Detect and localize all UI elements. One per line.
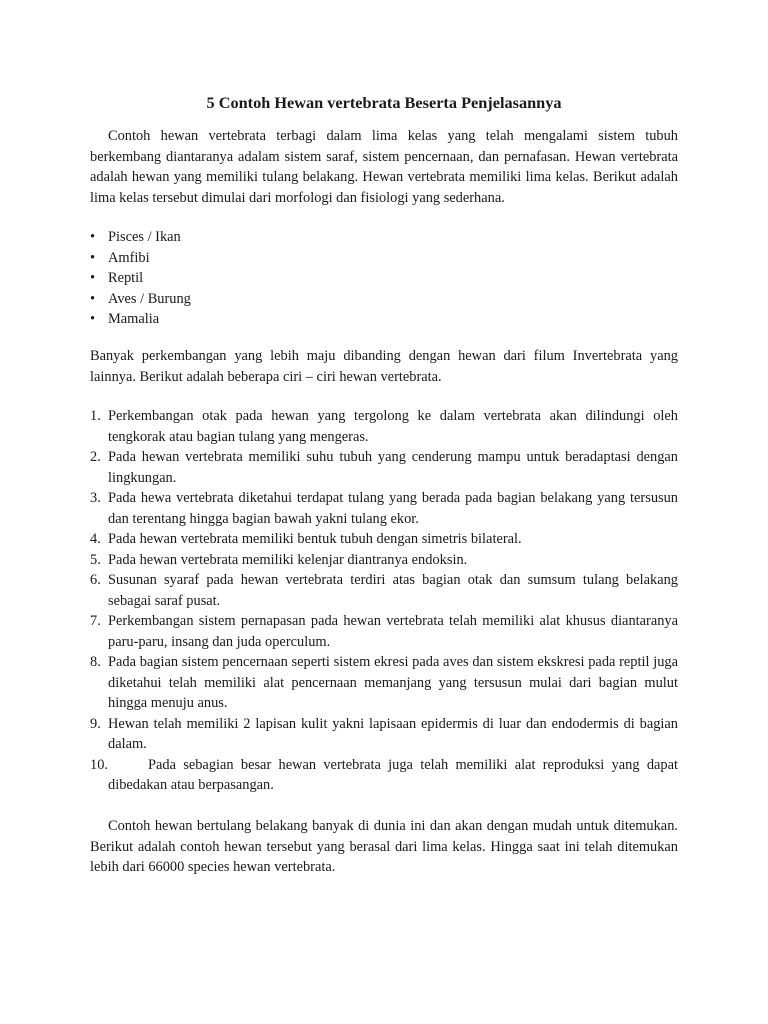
item-text: Susunan syaraf pada hewan vertebrata terdiri atas bagian otak dan sumsum tulang belakang sebagai saraf pusat. <box>108 572 678 609</box>
bullet-icon: • <box>90 229 96 245</box>
bullet-icon: • <box>90 249 96 266</box>
class-label: Amfibi <box>108 249 150 266</box>
list-item <box>90 488 678 529</box>
bullet-icon: • <box>90 290 96 307</box>
list-item <box>90 309 191 330</box>
item-number: 10. <box>90 756 108 773</box>
list-item <box>90 611 678 652</box>
list-item <box>90 268 191 289</box>
item-text: Pada hewan vertebrata memiliki bentuk tubuh dengan simetris bilateral. <box>108 531 522 547</box>
list-item <box>90 550 678 571</box>
item-number: 1. <box>90 408 101 424</box>
list-item <box>90 529 678 550</box>
item-text: Pada sebagian besar hewan vertebrata juga telah memiliki alat reproduksi yang dapat dibedakan atau berpasangan. <box>108 756 678 793</box>
list-item <box>90 652 678 714</box>
document-title: 5 Contoh Hewan vertebrata Beserta Penjelasannya <box>206 93 562 112</box>
item-text: Perkembangan otak pada hewan yang tergolong ke dalam vertebrata akan dilindungi oleh tengkorak atau bagian tulang yang mengeras. <box>108 408 678 445</box>
item-number: 7. <box>90 613 101 629</box>
item-number: 5. <box>90 551 101 568</box>
class-label: Mamalia <box>108 311 160 328</box>
closing-paragraph: Contoh hewan bertulang belakang banyak di dunia ini dan akan dengan mudah untuk ditemukan. Berikut adalah contoh hewan tersebut yang berasal dari lima kelas. Hingga saat ini telah ditemukan lebih dari 66000 species hewan vertebrata. <box>90 818 678 875</box>
item-text: Hewan telah memiliki 2 lapisan kulit yakni lapisaan epidermis di luar dan endodermis di bagian dalam. <box>108 715 678 752</box>
characteristics-intro-paragraph: Banyak perkembangan yang lebih maju dibanding dengan hewan dari filum Invertebrata yang lainnya. Berikut adalah beberapa ciri – ciri hewan vertebrata. <box>90 348 678 385</box>
list-item <box>90 570 678 611</box>
list-item <box>90 227 191 248</box>
list-item <box>90 406 678 447</box>
item-text: Perkembangan sistem pernapasan pada hewan vertebrata telah memiliki alat khusus diantaranya paru-paru, insang dan juda operculum. <box>108 613 678 650</box>
class-label: Pisces / Ikan <box>108 229 181 245</box>
item-text: Pada hewan vertebrata memiliki suhu tubuh yang cenderung mampu untuk beradaptasi dengan lingkungan. <box>108 449 678 486</box>
vertebrate-classes-list <box>90 227 191 330</box>
item-number: 3. <box>90 490 101 506</box>
list-item <box>90 447 678 488</box>
bullet-icon: • <box>90 270 96 287</box>
item-number: 6. <box>90 572 101 588</box>
bullet-icon: • <box>90 311 96 328</box>
characteristics-list <box>90 406 678 796</box>
list-item <box>90 289 191 310</box>
list-item <box>90 755 678 796</box>
list-item <box>90 714 678 755</box>
class-label: Aves / Burung <box>108 290 191 307</box>
item-text: Pada bagian sistem pencernaan seperti sistem ekresi pada aves dan sistem ekskresi pada reptil juga diketahui telah memiliki alat pencernaan memanjang yang tersusun mulai dari bagian mulut hingga menuju anus. <box>108 654 678 711</box>
list-item <box>90 248 191 269</box>
item-text: Pada hewa vertebrata diketahui terdapat tulang yang berada pada bagian belakang yang tersusun dan terentang hingga bagian bawah yakni tulang ekor. <box>108 490 678 527</box>
class-label: Reptil <box>108 270 144 287</box>
intro-paragraph: Contoh hewan vertebrata terbagi dalam lima kelas yang telah mengalami sistem tubuh berkembang diantaranya adalam sistem saraf, sistem pencernaan, dan pernafasan. Hewan vertebrata adalah hewan yang memiliki tulang belakang. Hewan vertebrata memiliki lima kelas. Berikut adalah lima kelas tersebut dimulai dari morfologi dan fisiologi yang sederhana. <box>90 128 678 206</box>
item-number: 9. <box>90 715 101 732</box>
item-text: Pada hewan vertebrata memiliki kelenjar diantranya endoksin. <box>108 551 468 568</box>
item-number: 8. <box>90 654 101 670</box>
item-number: 2. <box>90 449 101 465</box>
item-number: 4. <box>90 531 101 547</box>
